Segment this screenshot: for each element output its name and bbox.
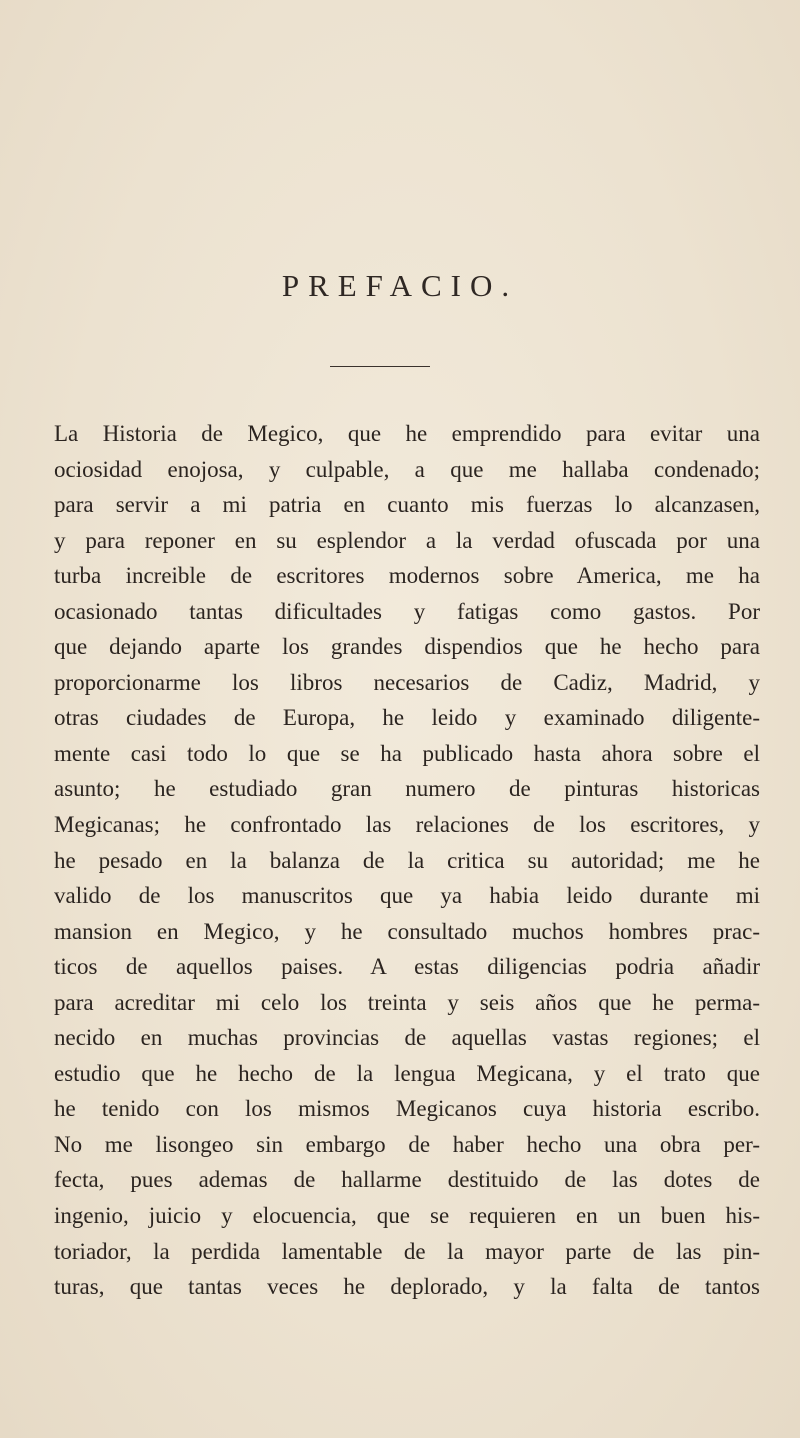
text-line: turas, que tantas veces he deplorado, y la falta de tantos: [54, 1274, 760, 1300]
text-line: La Historia de Megico, que he emprendido para evitar una: [54, 421, 760, 446]
text-line: necido en muchas provincias de aquellas vastas regiones; el: [54, 1025, 760, 1051]
preface-body: [54, 416, 760, 1305]
text-line: No me lisongeo sin embargo de haber hecho una obra per-: [54, 1131, 760, 1157]
text-line: ingenio, juicio y elocuencia, que se requieren en un buen his-: [54, 1203, 760, 1229]
text-line: estudio que he hecho de la lengua Megicana, y el trato que: [54, 1060, 760, 1086]
text-line: que dejando aparte los grandes dispendios que he hecho para: [54, 634, 760, 660]
text-line: para servir a mi patria en cuanto mis fuerzas lo alcanzasen,: [54, 492, 760, 518]
text-line: mente casi todo lo que se ha publicado hasta ahora sobre el: [54, 740, 760, 766]
text-line: Megicanas; he confrontado las relaciones de los escritores, y: [54, 812, 760, 838]
text-line: mansion en Megico, y he consultado muchos hombres prac-: [54, 918, 760, 944]
text-line: ocasionado tantas dificultades y fatigas como gastos. Por: [54, 598, 760, 624]
text-line: toriador, la perdida lamentable de la mayor parte de las pin-: [54, 1238, 760, 1264]
text-line: para acreditar mi celo los treinta y seis años que he perma-: [54, 989, 760, 1015]
page-title: PREFACIO.: [281, 268, 519, 303]
text-line: fecta, pues ademas de hallarme destituido de las dotes de: [54, 1167, 760, 1193]
title-divider: [330, 366, 430, 367]
text-line: valido de los manuscritos que ya habia leido durante mi: [54, 883, 760, 909]
text-line: ociosidad enojosa, y culpable, a que me hallaba condenado;: [54, 456, 760, 482]
text-line: turba increible de escritores modernos sobre America, me ha: [54, 563, 760, 589]
text-line: proporcionarme los libros necesarios de Cadiz, Madrid, y: [54, 669, 760, 695]
text-line: he tenido con los mismos Megicanos cuya historia escribo.: [54, 1096, 760, 1122]
text-line: asunto; he estudiado gran numero de pinturas historicas: [54, 776, 760, 802]
text-line: y para reponer en su esplendor a la verdad ofuscada por una: [54, 527, 760, 553]
text-line: he pesado en la balanza de la critica su autoridad; me he: [54, 847, 760, 873]
text-line: ticos de aquellos paises. A estas diligencias podria añadir: [54, 954, 760, 980]
text-line: otras ciudades de Europa, he leido y examinado diligente-: [54, 705, 760, 731]
